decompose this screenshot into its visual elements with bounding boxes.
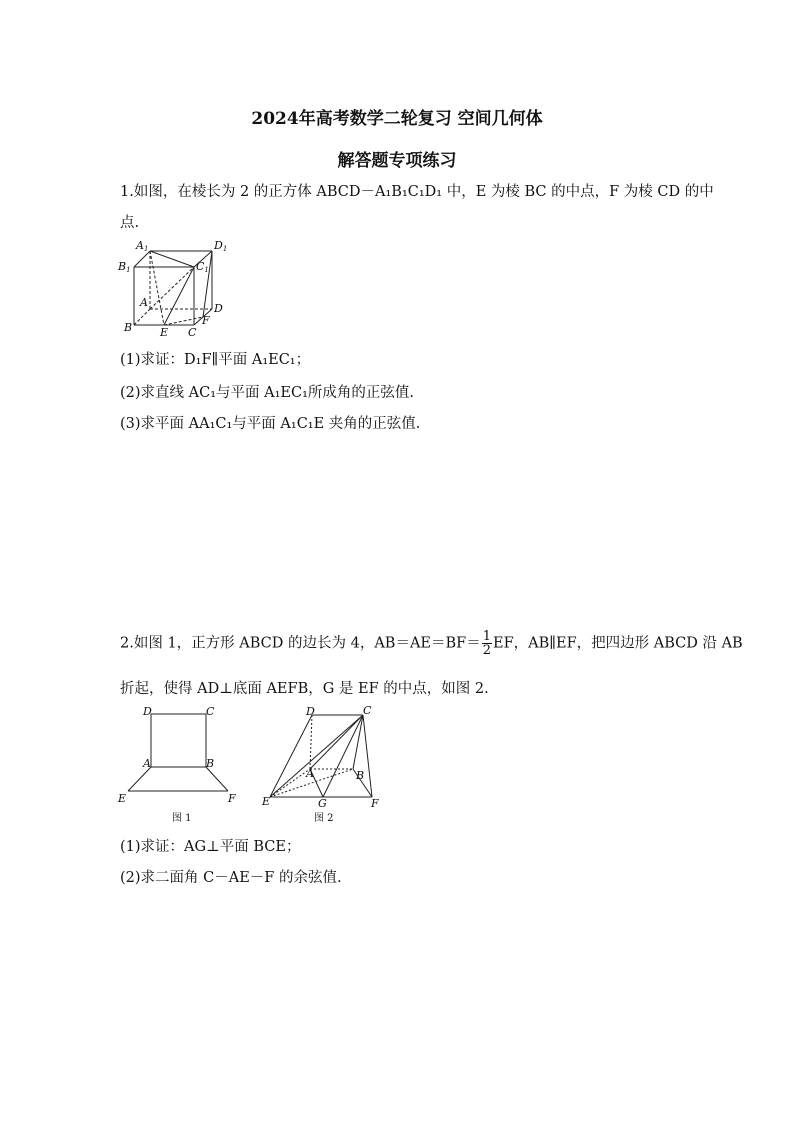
svg-text:G: G — [318, 797, 327, 810]
doc-title-line2: 解答题专项练习 — [337, 151, 457, 171]
problem2-stem-line2: 折起，使得 AD⊥底面 AEFB，G 是 EF 的中点，如图 2. — [120, 681, 489, 697]
half-fraction — [482, 630, 492, 657]
fraction-numerator: 1 — [482, 629, 492, 644]
svg-text:D1: D1 — [214, 239, 228, 253]
problem2-stem-before: 2.如图 1，正方形 ABCD 的边长为 4，AB＝AE＝BF＝ — [120, 635, 481, 652]
svg-text:A: A — [306, 767, 314, 780]
figure2-folded-solid — [260, 703, 390, 831]
problem1-q2: (2)求直线 AC₁与平面 A₁EC₁所成角的正弦值. — [120, 385, 415, 401]
svg-text:F: F — [202, 314, 210, 327]
svg-text:E: E — [118, 792, 127, 805]
svg-text:E: E — [160, 326, 169, 338]
svg-text:E: E — [262, 795, 271, 808]
problem2-stem-after: EF，AB∥EF，把四边形 ABCD 沿 AB — [493, 635, 743, 652]
svg-text:D: D — [306, 705, 315, 718]
problem1-stem-line1: 1.如图，在棱长为 2 的正方体 ABCD－A₁B₁C₁D₁ 中，E 为棱 BC 的中点，F 为棱 CD 的中 — [120, 184, 714, 200]
svg-text:B1: B1 — [118, 260, 131, 274]
svg-text:C: C — [188, 326, 197, 338]
problem1-stem-line2: 点. — [120, 215, 140, 231]
problem1-q1: (1)求证：D₁F∥平面 A₁EC₁； — [120, 352, 311, 368]
svg-text:B: B — [356, 769, 365, 782]
problem2-stem-line1 — [120, 630, 743, 657]
doc-title-line1: 2024年高考数学二轮复习 空间几何体 — [251, 109, 543, 129]
figure1-trapezoid — [116, 703, 246, 831]
svg-text:C: C — [206, 705, 215, 718]
figure2-caption: 图 2 — [314, 813, 334, 824]
svg-text:D: D — [143, 705, 152, 718]
svg-text:A: A — [140, 296, 148, 309]
svg-text:A1: A1 — [136, 239, 149, 253]
fraction-denominator: 2 — [482, 643, 492, 658]
svg-text:B: B — [206, 757, 215, 770]
svg-text:A: A — [143, 757, 151, 770]
svg-text:C: C — [363, 704, 372, 717]
svg-text:D: D — [214, 302, 223, 315]
problem1-q3: (3)求平面 AA₁C₁与平面 A₁C₁E 夹角的正弦值. — [120, 416, 421, 432]
problem2-q1: (1)求证：AG⊥平面 BCE； — [120, 839, 301, 855]
figure1-caption: 图 1 — [172, 813, 192, 824]
svg-text:C1: C1 — [196, 260, 209, 274]
cube-figure — [116, 238, 232, 342]
svg-text:F: F — [228, 792, 236, 805]
svg-text:B: B — [124, 321, 133, 334]
problem2-q2: (2)求二面角 C－AE－F 的余弦值. — [120, 870, 342, 886]
svg-text:F: F — [371, 797, 379, 810]
